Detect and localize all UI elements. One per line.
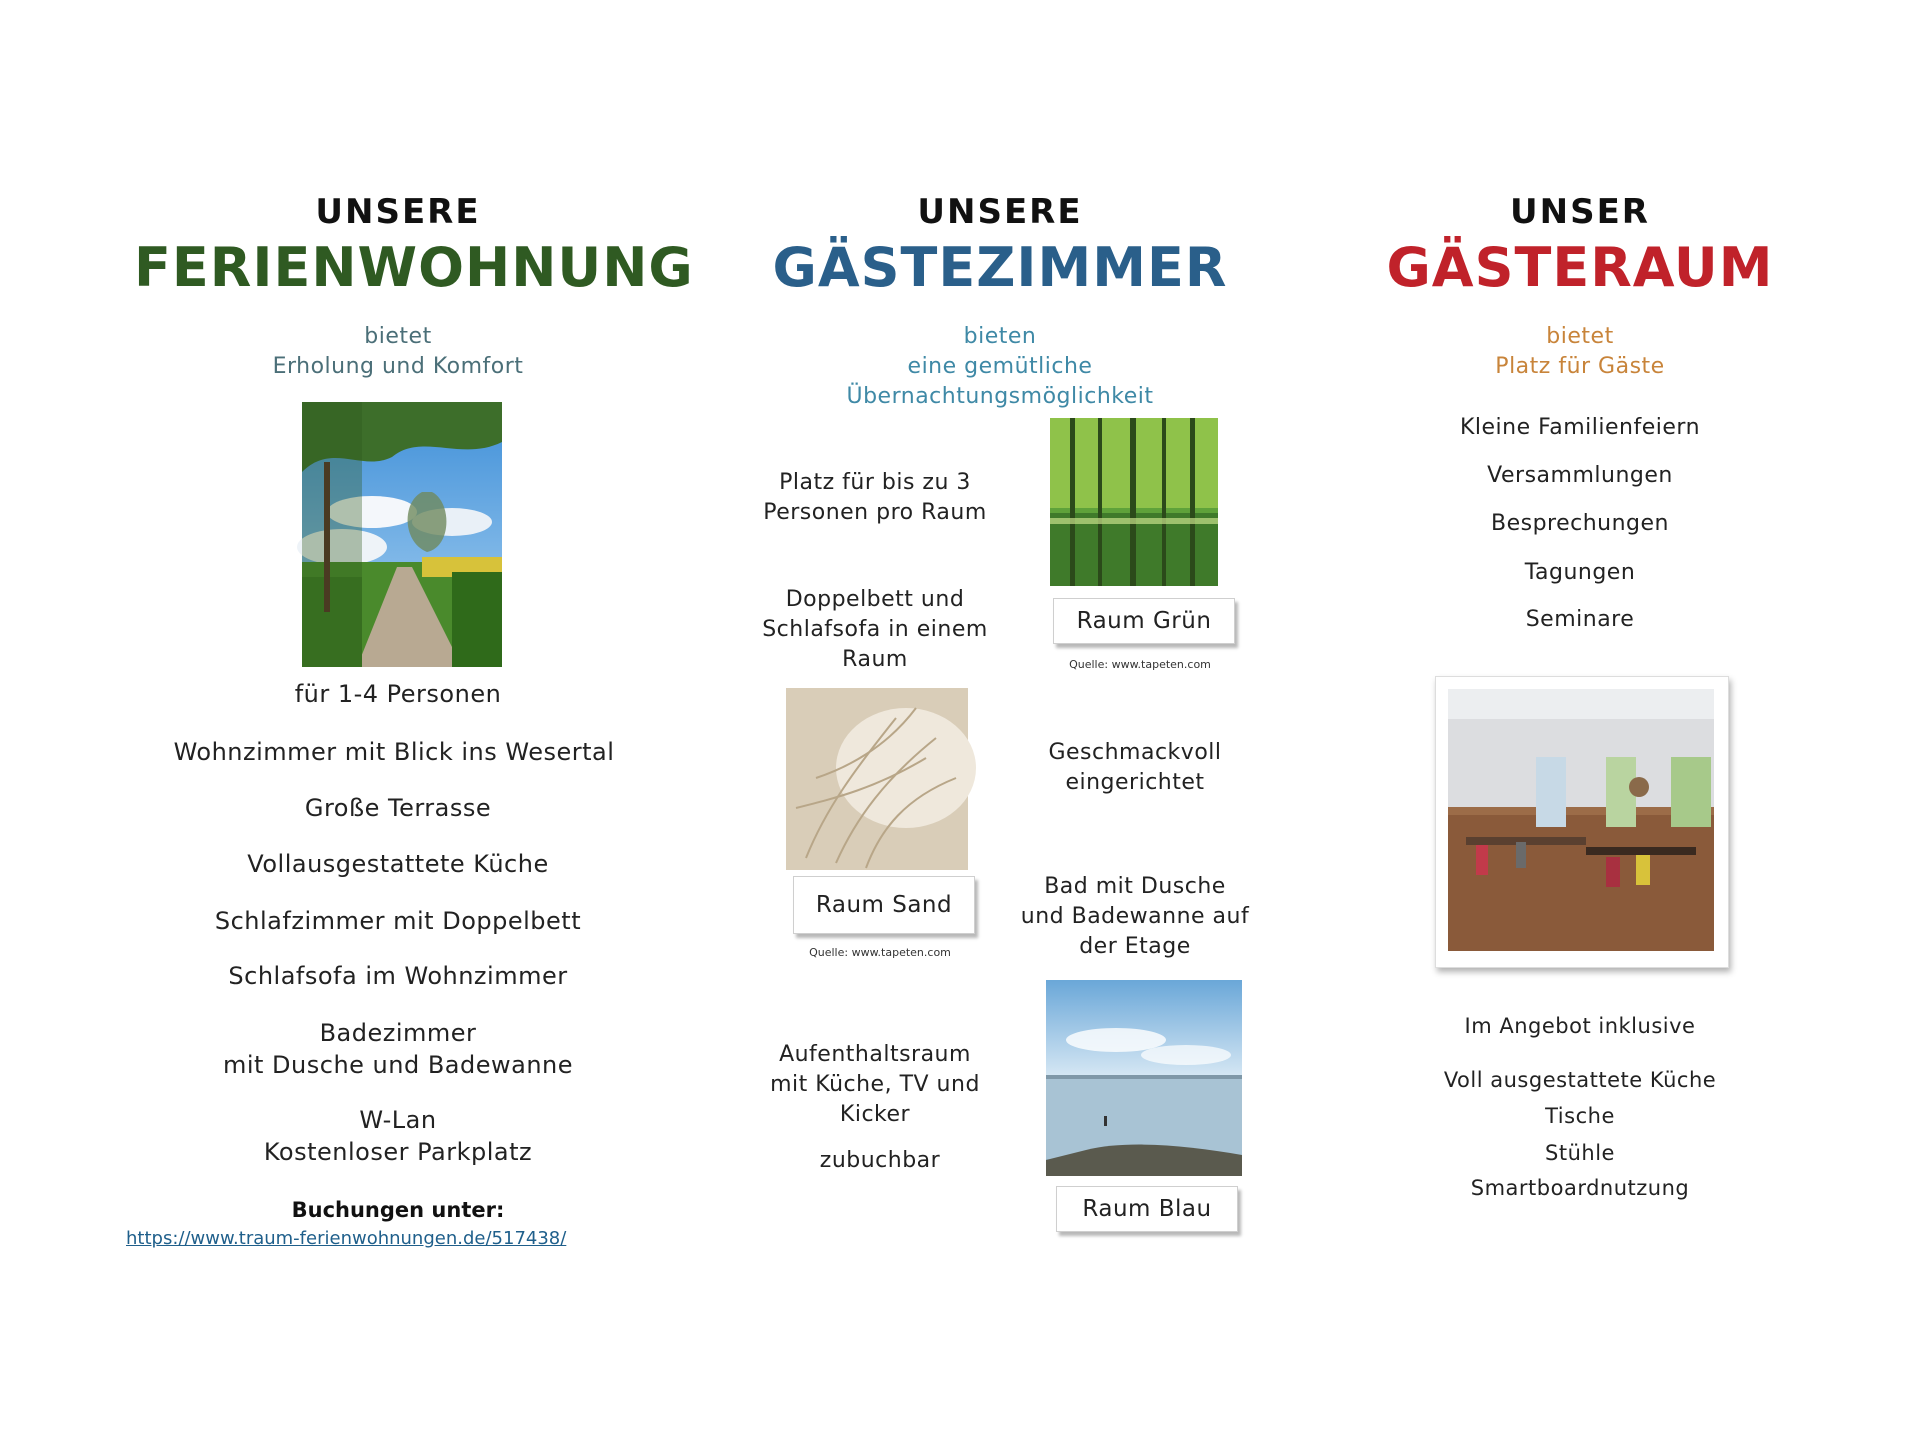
guestrooms-bath: Bad mit Dusche — [1044, 874, 1226, 899]
included-item: Tische — [1545, 1104, 1615, 1128]
room-blue-image — [1046, 980, 1242, 1176]
booking-label: Buchungen unter: — [291, 1198, 505, 1222]
guest-hall-column — [1380, 0, 1780, 1440]
room-green-button[interactable]: Raum Grün — [1053, 598, 1235, 644]
room-blue-button[interactable]: Raum Blau — [1056, 1186, 1238, 1232]
room-sand-button[interactable]: Raum Sand — [793, 876, 975, 934]
guestrooms-bath-2: und Badewanne auf — [1020, 904, 1250, 929]
apartment-capacity: für 1-4 Personen — [294, 680, 502, 708]
guestrooms-column — [740, 0, 1260, 1440]
guestrooms-capacity: Platz für bis zu 3 — [779, 470, 971, 495]
included-item: Voll ausgestattete Küche — [1443, 1068, 1717, 1092]
guestrooms-beds-2: Schlafsofa in einem — [762, 617, 988, 642]
guestrooms-beds: Doppelbett und — [785, 587, 965, 612]
hall-kicker: UNSER — [1510, 192, 1650, 232]
guestrooms-bath-3: der Etage — [1079, 934, 1191, 959]
apartment-column — [126, 0, 694, 1440]
included-item: Smartboardnutzung — [1470, 1176, 1690, 1200]
apartment-kicker: UNSERE — [315, 192, 481, 232]
apartment-tagline: Erholung und Komfort — [272, 354, 524, 379]
apartment-offers: bietet — [364, 324, 432, 349]
guestrooms-tagline-2: Übernachtungsmöglichkeit — [846, 384, 1154, 409]
hall-title: GÄSTERAUM — [1386, 236, 1774, 299]
apartment-bath: Badezimmer — [319, 1019, 477, 1047]
room-green-image — [1050, 418, 1218, 586]
apartment-feature: Vollausgestattete Küche — [247, 850, 549, 878]
hall-photo — [1435, 676, 1729, 968]
apartment-feature: Große Terrasse — [304, 794, 492, 822]
apartment-feature: Schlafzimmer mit Doppelbett — [214, 907, 582, 935]
hall-use: Kleine Familienfeiern — [1459, 415, 1701, 440]
guestrooms-lounge-2: mit Küche, TV und — [770, 1072, 980, 1097]
included-label: Im Angebot inklusive — [1464, 1014, 1696, 1038]
guestrooms-bookable: zubuchbar — [819, 1148, 941, 1173]
apartment-feature: Wohnzimmer mit Blick ins Wesertal — [173, 738, 615, 766]
guestrooms-beds-3: Raum — [842, 647, 908, 672]
guestrooms-lounge: Aufenthaltsraum — [779, 1042, 971, 1067]
apartment-bath-detail: mit Dusche und Badewanne — [222, 1051, 574, 1079]
guestrooms-tagline: eine gemütliche — [907, 354, 1093, 379]
guestrooms-title: GÄSTEZIMMER — [772, 236, 1228, 299]
image-credit: Quelle: www.tapeten.com — [809, 946, 951, 959]
hall-use: Versammlungen — [1487, 463, 1673, 488]
guestrooms-furnishing: Geschmackvoll — [1048, 740, 1222, 765]
booking-link[interactable]: https://www.traum-ferienwohnungen.de/517438/ — [126, 1228, 567, 1249]
apartment-feature: Schlafsofa im Wohnzimmer — [228, 962, 568, 990]
hall-use: Tagungen — [1524, 560, 1636, 585]
landscape-photo — [302, 402, 502, 667]
guestrooms-lounge-3: Kicker — [839, 1102, 911, 1127]
hall-use: Besprechungen — [1490, 511, 1670, 536]
guestrooms-capacity-2: Personen pro Raum — [763, 500, 987, 525]
apartment-title: FERIENWOHNUNG — [134, 236, 694, 299]
guestrooms-offers: bieten — [963, 324, 1037, 349]
included-item: Stühle — [1545, 1141, 1615, 1165]
apartment-wifi: W-Lan — [359, 1106, 437, 1134]
image-credit: Quelle: www.tapeten.com — [1069, 658, 1211, 671]
room-sand-image — [786, 688, 968, 870]
guestrooms-furnishing-2: eingerichtet — [1065, 770, 1205, 795]
hall-offers: bietet — [1546, 324, 1614, 349]
guestrooms-kicker: UNSERE — [917, 192, 1083, 232]
apartment-parking: Kostenloser Parkplatz — [263, 1138, 533, 1166]
hall-tagline: Platz für Gäste — [1495, 354, 1665, 379]
hall-use: Seminare — [1525, 607, 1635, 632]
